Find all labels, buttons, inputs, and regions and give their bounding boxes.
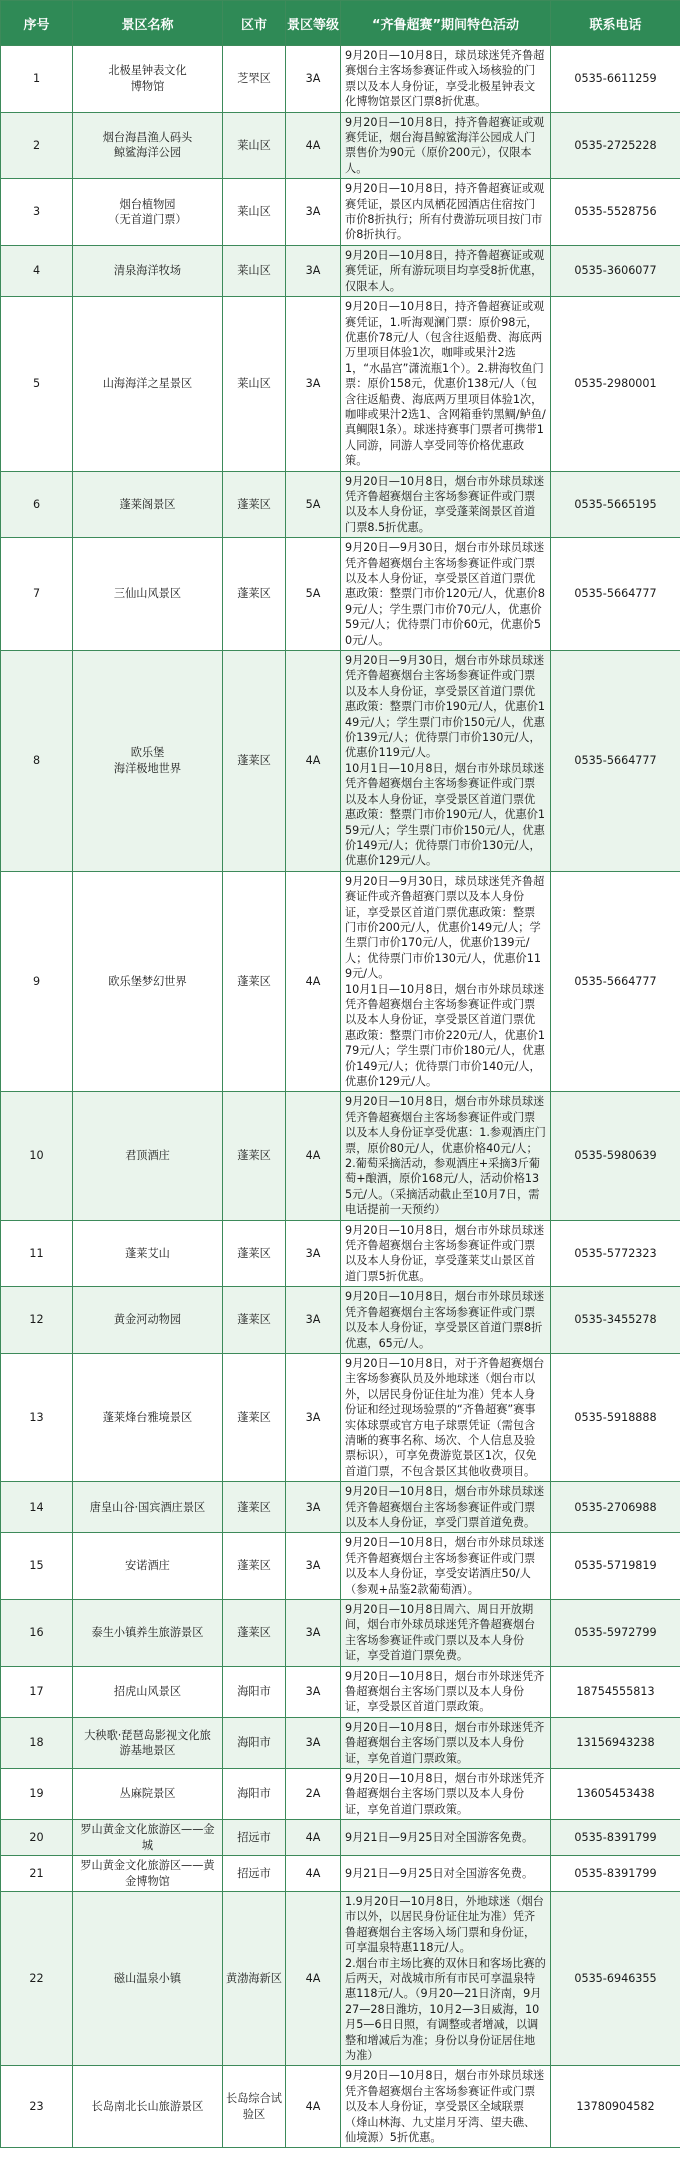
cell-activity: 9月20日—10月8日，烟台市外球迷凭齐鲁超赛烟台主客场门票以及本人身份证，享免首道门票政策。 bbox=[341, 1769, 551, 1820]
cell-scenic-name: 欧乐堡梦幻世界 bbox=[73, 871, 223, 1092]
cell-city: 蓬莱区 bbox=[223, 651, 286, 872]
cell-scenic-name: 招虎山风景区 bbox=[73, 1666, 223, 1717]
cell-city: 招远市 bbox=[223, 1820, 286, 1856]
cell-grade: 3A bbox=[286, 1717, 341, 1768]
cell-activity: 9月20日—10月8日，烟台市外球迷凭齐鲁超赛烟台主客场门票以及本人身份证，享免首道门票政策。 bbox=[341, 1717, 551, 1768]
cell-activity: 9月20日—10月8日，烟台市外球员球迷凭齐鲁超赛烟台主客场参赛证件或门票以及本人身份证，享受安诺酒庄50/人（参观+品鉴2款葡萄酒）。 bbox=[341, 1533, 551, 1600]
cell-scenic-name: 山海海洋之星景区 bbox=[73, 297, 223, 471]
cell-grade: 5A bbox=[286, 471, 341, 538]
cell-scenic-name: 长岛南北长山旅游景区 bbox=[73, 2066, 223, 2148]
cell-city: 蓬莱区 bbox=[223, 1600, 286, 1667]
cell-city: 蓬莱区 bbox=[223, 1220, 286, 1287]
cell-phone: 0535-5972799 bbox=[551, 1600, 680, 1667]
cell-phone: 0535-5664777 bbox=[551, 651, 680, 872]
table-row bbox=[1, 471, 680, 538]
cell-no: 6 bbox=[1, 471, 73, 538]
cell-grade: 3A bbox=[286, 1666, 341, 1717]
cell-scenic-name: 丛麻院景区 bbox=[73, 1769, 223, 1820]
cell-phone: 0535-5772323 bbox=[551, 1220, 680, 1287]
cell-no: 5 bbox=[1, 297, 73, 471]
cell-activity: 1.9月20日—10月8日，外地球迷（烟台市以外，以居民身份证住址为准）凭齐鲁超赛烟台主客场入场门票和身份证，可享温泉特惠118元/人。 2.烟台市主场比赛的双休日和客场比赛的后两天，对战城市所有市民可享温泉特惠118元/人。（9月20—21日济南，9月27—28日潍坊，10月2—3日威海，10月5—6日日照，有调整或者增减，以调整和增减后为准；身份以身份证居住地为准） bbox=[341, 1891, 551, 2065]
cell-phone: 0535-5664777 bbox=[551, 538, 680, 651]
table-row bbox=[1, 1666, 680, 1717]
cell-scenic-name: 磁山温泉小镇 bbox=[73, 1891, 223, 2065]
cell-city: 海阳市 bbox=[223, 1717, 286, 1768]
header-phone: 联系电话 bbox=[551, 1, 680, 46]
table-row bbox=[1, 179, 680, 246]
table-row bbox=[1, 2066, 680, 2148]
cell-city: 芝罘区 bbox=[223, 46, 286, 113]
table-row bbox=[1, 245, 680, 296]
header-no: 序号 bbox=[1, 1, 73, 46]
cell-phone: 0535-5719819 bbox=[551, 1533, 680, 1600]
cell-scenic-name: 君顶酒庄 bbox=[73, 1092, 223, 1220]
cell-scenic-name: 烟台海昌渔人码头 鲸鲨海洋公园 bbox=[73, 112, 223, 179]
cell-no: 17 bbox=[1, 1666, 73, 1717]
cell-scenic-name: 三仙山风景区 bbox=[73, 538, 223, 651]
header-row bbox=[1, 1, 680, 46]
cell-phone: 0535-5665195 bbox=[551, 471, 680, 538]
cell-phone: 13780904582 bbox=[551, 2066, 680, 2148]
cell-city: 黄渤海新区 bbox=[223, 1891, 286, 2065]
cell-no: 21 bbox=[1, 1856, 73, 1892]
cell-scenic-name: 罗山黄金文化旅游区——黄金博物馆 bbox=[73, 1856, 223, 1892]
table-row bbox=[1, 651, 680, 872]
cell-activity: 9月20日—9月30日，烟台市外球员球迷凭齐鲁超赛烟台主客场参赛证件或门票以及本人身份证，享受景区首道门票优惠政策：整票门市价190元/人，优惠价149元/人；学生票门市价150元/人，优惠价139元/人；优待票门市价130元/人，优惠价119元/人。 10月1日—10月8日，烟台市外球员球迷凭齐鲁超赛烟台主客场参赛证件或门票以及本人身份证，享受景区首道门票优惠政策：整票门市价190元/人，优惠价159元/人；学生票门市价150元/人，优惠价149元/人；优待票门市价130元/人，优惠价129元/人。 bbox=[341, 651, 551, 872]
cell-scenic-name: 蓬莱艾山 bbox=[73, 1220, 223, 1287]
cell-activity: 9月20日—10月8日，烟台市外球员球迷凭齐鲁超赛烟台主客场参赛证件或门票以及本人身份证，享受蓬莱阁景区首道门票8.5折优惠。 bbox=[341, 471, 551, 538]
cell-no: 14 bbox=[1, 1482, 73, 1533]
cell-activity: 9月20日—10月8日，烟台市外球员球迷凭齐鲁超赛烟台主客场参赛证件或门票以及本人身份证，享受门票首道免费。 bbox=[341, 1482, 551, 1533]
table-row bbox=[1, 1820, 680, 1856]
cell-scenic-name: 蓬莱阁景区 bbox=[73, 471, 223, 538]
cell-activity: 9月20日—10月8日，烟台市外球员球迷凭齐鲁超赛烟台主客场参赛证件或门票以及本人身份证，享受蓬莱艾山景区首道门票5折优惠。 bbox=[341, 1220, 551, 1287]
cell-grade: 4A bbox=[286, 1856, 341, 1892]
cell-scenic-name: 烟台植物园 （无首道门票） bbox=[73, 179, 223, 246]
cell-city: 蓬莱区 bbox=[223, 1353, 286, 1481]
cell-phone: 0535-2725228 bbox=[551, 112, 680, 179]
cell-grade: 3A bbox=[286, 179, 341, 246]
cell-activity: 9月20日—10月8日，持齐鲁超赛证或观赛凭证，景区内凤栖花园酒店住宿按门市价8折执行；所有付费游玩项目按门市价8折执行。 bbox=[341, 179, 551, 246]
cell-phone: 0535-3606077 bbox=[551, 245, 680, 296]
cell-activity: 9月20日—10月8日，烟台市外球迷凭齐鲁超赛烟台主客场门票以及本人身份证，享受景区首道门票政策。 bbox=[341, 1666, 551, 1717]
cell-grade: 3A bbox=[286, 1220, 341, 1287]
cell-no: 1 bbox=[1, 46, 73, 113]
table-row bbox=[1, 112, 680, 179]
table-row bbox=[1, 871, 680, 1092]
cell-phone: 13156943238 bbox=[551, 1717, 680, 1768]
table-row bbox=[1, 1533, 680, 1600]
cell-no: 22 bbox=[1, 1891, 73, 2065]
table-body bbox=[1, 46, 680, 2148]
cell-scenic-name: 罗山黄金文化旅游区——金城 bbox=[73, 1820, 223, 1856]
cell-phone: 0535-8391799 bbox=[551, 1856, 680, 1892]
cell-city: 莱山区 bbox=[223, 245, 286, 296]
cell-city: 海阳市 bbox=[223, 1666, 286, 1717]
cell-activity: 9月20日—9月30日，球员球迷凭齐鲁超赛证件或齐鲁超赛门票以及本人身份证，享受景区首道门票优惠政策：整票门市价200元/人，优惠价149元/人；学生票门市价170元/人，优惠价139元/人；优待票门市价130元/人，优惠价119元/人。 10月1日—10月8日，烟台市外球员球迷凭齐鲁超赛烟台主客场参赛证件或门票以及本人身份证，享受景区首道门票优惠政策：整票门市价220元/人，优惠价179元/人；学生票门市价180元/人，优惠价149元/人；优待票门市价140元/人，优惠价129元/人。 bbox=[341, 871, 551, 1092]
header-scenic-name: 景区名称 bbox=[73, 1, 223, 46]
cell-no: 2 bbox=[1, 112, 73, 179]
cell-no: 20 bbox=[1, 1820, 73, 1856]
cell-grade: 3A bbox=[286, 46, 341, 113]
cell-scenic-name: 黄金河动物园 bbox=[73, 1287, 223, 1354]
cell-activity: 9月21日—9月25日对全国游客免费。 bbox=[341, 1856, 551, 1892]
cell-no: 16 bbox=[1, 1600, 73, 1667]
cell-phone: 0535-2980001 bbox=[551, 297, 680, 471]
cell-activity: 9月20日—10月8日，烟台市外球员球迷凭齐鲁超赛烟台主客场参赛证件或门票以及本人身份证，享受景区首道门票8折优惠，65元/人。 bbox=[341, 1287, 551, 1354]
cell-grade: 3A bbox=[286, 297, 341, 471]
cell-no: 23 bbox=[1, 2066, 73, 2148]
cell-city: 招远市 bbox=[223, 1856, 286, 1892]
cell-grade: 4A bbox=[286, 1891, 341, 2065]
table-row bbox=[1, 1717, 680, 1768]
cell-scenic-name: 清泉海洋牧场 bbox=[73, 245, 223, 296]
header-grade: 景区等级 bbox=[286, 1, 341, 46]
cell-activity: 9月20日—10月8日周六、周日开放期间，烟台市外球员球迷凭齐鲁超赛烟台主客场参赛证件或门票以及本人身份证，享受首道门票免费。 bbox=[341, 1600, 551, 1667]
cell-city: 蓬莱区 bbox=[223, 1092, 286, 1220]
cell-grade: 2A bbox=[286, 1769, 341, 1820]
cell-activity: 9月20日—10月8日，对于齐鲁超赛烟台主客场参赛队员及外地球迷（烟台市以外，以居民身份证住址为准）凭本人身份证和经过现场验票的“齐鲁超赛”赛事实体球票或官方电子球票凭证（需包含清晰的赛事名称、场次、个人信息及验票标识），可享免费游览景区1次，仅免首道门票，不包含景区其他收费项目。 bbox=[341, 1353, 551, 1481]
cell-grade: 5A bbox=[286, 538, 341, 651]
cell-city: 莱山区 bbox=[223, 112, 286, 179]
cell-phone: 0535-5664777 bbox=[551, 871, 680, 1092]
cell-grade: 3A bbox=[286, 1482, 341, 1533]
cell-phone: 18754555813 bbox=[551, 1666, 680, 1717]
table-row bbox=[1, 1891, 680, 2065]
cell-no: 3 bbox=[1, 179, 73, 246]
table-row bbox=[1, 1482, 680, 1533]
cell-scenic-name: 泰生小镇养生旅游景区 bbox=[73, 1600, 223, 1667]
table-row bbox=[1, 1220, 680, 1287]
cell-scenic-name: 欧乐堡 海洋极地世界 bbox=[73, 651, 223, 872]
cell-scenic-name: 安诺酒庄 bbox=[73, 1533, 223, 1600]
cell-scenic-name: 蓬莱烽台雅境景区 bbox=[73, 1353, 223, 1481]
cell-grade: 3A bbox=[286, 1533, 341, 1600]
cell-activity: 9月21日—9月25日对全国游客免费。 bbox=[341, 1820, 551, 1856]
table-header bbox=[1, 1, 680, 46]
table-row bbox=[1, 1287, 680, 1354]
cell-no: 19 bbox=[1, 1769, 73, 1820]
cell-city: 蓬莱区 bbox=[223, 871, 286, 1092]
cell-activity: 9月20日—10月8日，持齐鲁超赛证或观赛凭证，所有游玩项目均享受8折优惠，仅限本人。 bbox=[341, 245, 551, 296]
cell-phone: 0535-3455278 bbox=[551, 1287, 680, 1354]
table-row bbox=[1, 1769, 680, 1820]
table-row bbox=[1, 1856, 680, 1892]
cell-grade: 3A bbox=[286, 1353, 341, 1481]
cell-activity: 9月20日—10月8日，烟台市外球员球迷凭齐鲁超赛烟台主客场参赛证件或门票以及本人身份证，享受景区全域联票（烽山林海、九丈崖月牙湾、望夫礁、仙境源）5折优惠。 bbox=[341, 2066, 551, 2148]
header-city: 区市 bbox=[223, 1, 286, 46]
cell-grade: 3A bbox=[286, 1287, 341, 1354]
cell-phone: 0535-8391799 bbox=[551, 1820, 680, 1856]
cell-grade: 4A bbox=[286, 1092, 341, 1220]
cell-phone: 0535-2706988 bbox=[551, 1482, 680, 1533]
table-row bbox=[1, 46, 680, 113]
cell-city: 海阳市 bbox=[223, 1769, 286, 1820]
cell-no: 11 bbox=[1, 1220, 73, 1287]
cell-no: 10 bbox=[1, 1092, 73, 1220]
cell-phone: 0535-6946355 bbox=[551, 1891, 680, 2065]
header-activity: “齐鲁超赛”期间特色活动 bbox=[341, 1, 551, 46]
cell-city: 蓬莱区 bbox=[223, 1533, 286, 1600]
cell-phone: 0535-5528756 bbox=[551, 179, 680, 246]
table-row bbox=[1, 1092, 680, 1220]
cell-grade: 4A bbox=[286, 651, 341, 872]
cell-phone: 0535-5918888 bbox=[551, 1353, 680, 1481]
cell-no: 12 bbox=[1, 1287, 73, 1354]
cell-activity: 9月20日—9月30日，烟台市外球员球迷凭齐鲁超赛烟台主客场参赛证件或门票以及本人身份证，享受景区首道门票优惠政策：整票门市价120元/人，优惠价89元/人；学生票门市价70元/人，优惠价59元/人；优待票门市价60元，优惠价50元/人。 bbox=[341, 538, 551, 651]
cell-city: 蓬莱区 bbox=[223, 1287, 286, 1354]
cell-grade: 4A bbox=[286, 1820, 341, 1856]
cell-no: 9 bbox=[1, 871, 73, 1092]
cell-no: 18 bbox=[1, 1717, 73, 1768]
cell-city: 莱山区 bbox=[223, 297, 286, 471]
cell-phone: 0535-6611259 bbox=[551, 46, 680, 113]
cell-scenic-name: 北极星钟表文化 博物馆 bbox=[73, 46, 223, 113]
cell-grade: 3A bbox=[286, 1600, 341, 1667]
cell-activity: 9月20日—10月8日，持齐鲁超赛证或观赛凭证，烟台海昌鲸鲨海洋公园成人门票售价为90元（原价200元），仅限本人。 bbox=[341, 112, 551, 179]
cell-city: 莱山区 bbox=[223, 179, 286, 246]
table-row bbox=[1, 1600, 680, 1667]
cell-scenic-name: 唐皇山谷·国宾酒庄景区 bbox=[73, 1482, 223, 1533]
cell-scenic-name: 大秧歌·琵琶岛影视文化旅游基地景区 bbox=[73, 1717, 223, 1768]
cell-grade: 4A bbox=[286, 2066, 341, 2148]
cell-activity: 9月20日—10月8日，烟台市外球员球迷凭齐鲁超赛烟台主客场参赛证件或门票以及本人身份证享受优惠：1.参观酒庄门票，原价80元/人，优惠价格40元/人；2.葡萄采摘活动，参观酒庄+采摘3斤葡萄+酿酒，原价168元/人，活动价格135元/人。（采摘活动截止至10月7日，需电话提前一天预约） bbox=[341, 1092, 551, 1220]
cell-activity: 9月20日—10月8日，持齐鲁超赛证或观赛凭证，1.听海观澜门票：原价98元，优惠价78元/人（包含往返船费、海底两万里项目体验1次，咖啡或果汁2选1，“水晶宫”潇流瓶1个）。2.耕海牧鱼门票：原价158元，优惠价138元/人（包含往返船费、海底两万里项目体验1次，咖啡或果汁2选1、含网箱垂钓黑鲷/鲈鱼/真鲷限1条）。球迷持赛事门票者可携带1人同游，同游人享受同等价格优惠政策。 bbox=[341, 297, 551, 471]
table-row bbox=[1, 297, 680, 471]
cell-no: 4 bbox=[1, 245, 73, 296]
cell-no: 13 bbox=[1, 1353, 73, 1481]
cell-no: 8 bbox=[1, 651, 73, 872]
cell-city: 蓬莱区 bbox=[223, 471, 286, 538]
cell-grade: 4A bbox=[286, 112, 341, 179]
cell-grade: 4A bbox=[286, 871, 341, 1092]
cell-phone: 0535-5980639 bbox=[551, 1092, 680, 1220]
cell-activity: 9月20日—10月8日，球员球迷凭齐鲁超赛烟台主客场参赛证件或入场核验的门票以及本人身份证，享受北极星钟表文化博物馆景区门票8折优惠。 bbox=[341, 46, 551, 113]
table-row bbox=[1, 538, 680, 651]
cell-city: 长岛综合试验区 bbox=[223, 2066, 286, 2148]
cell-phone: 13605453438 bbox=[551, 1769, 680, 1820]
cell-no: 7 bbox=[1, 538, 73, 651]
cell-city: 蓬莱区 bbox=[223, 1482, 286, 1533]
cell-no: 15 bbox=[1, 1533, 73, 1600]
table-row bbox=[1, 1353, 680, 1481]
cell-grade: 3A bbox=[286, 245, 341, 296]
cell-city: 蓬莱区 bbox=[223, 538, 286, 651]
